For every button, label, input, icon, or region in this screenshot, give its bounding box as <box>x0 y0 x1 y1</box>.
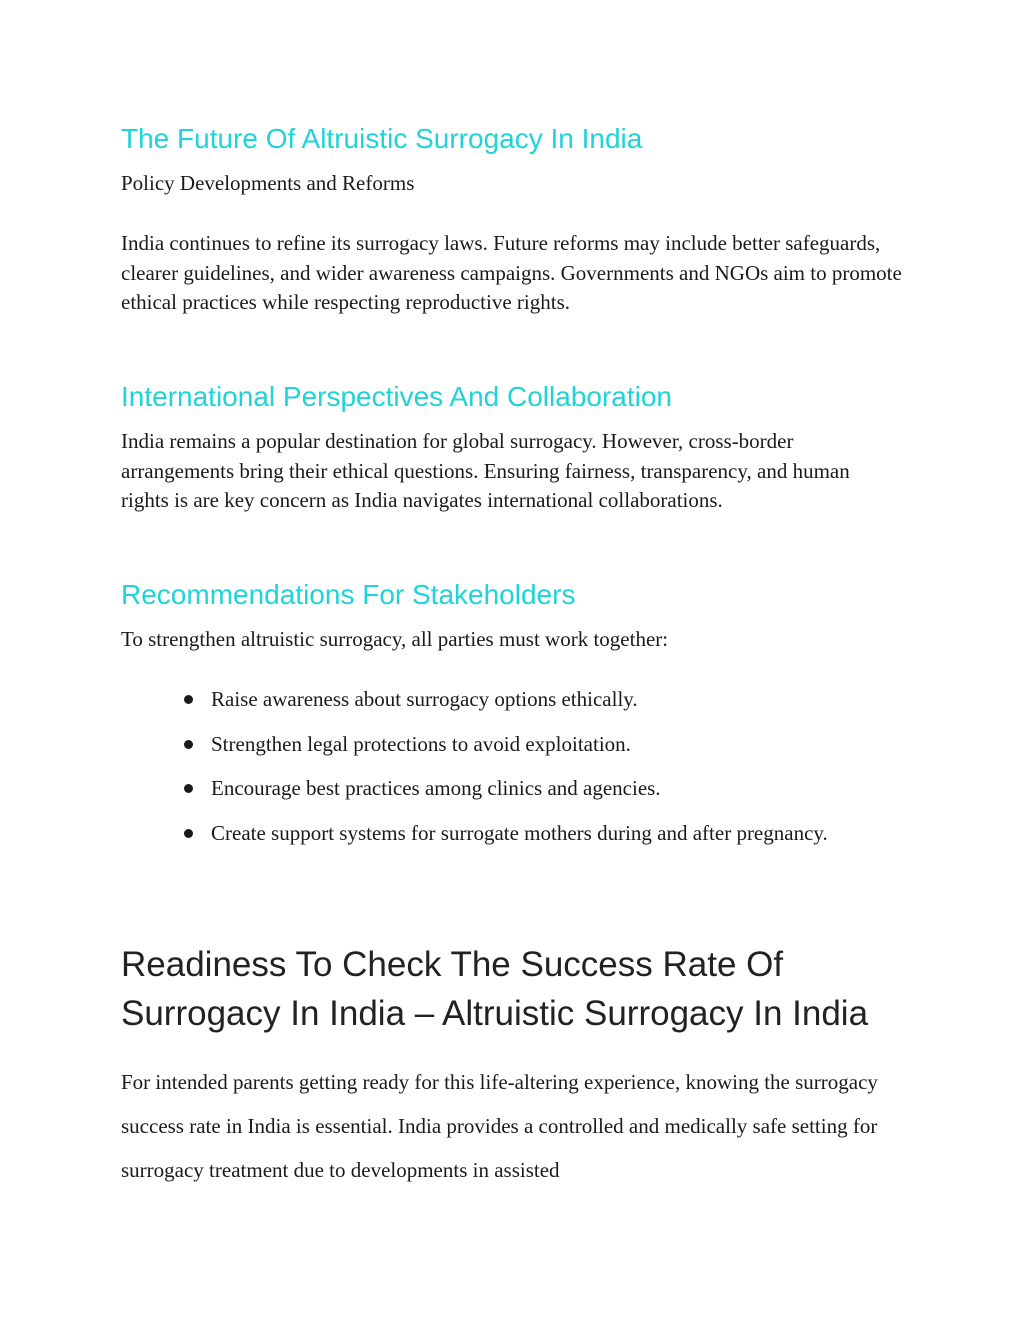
list-item: Raise awareness about surrogacy options ethically. <box>181 677 841 722</box>
paragraph-international: India remains a popular destination for global surrogacy. However, cross-border arrangements bring their ethical questions. Ensuring fairness, transparency, and human rights is are key concern as India navigates international collaborations. <box>121 429 850 512</box>
bullet-icon <box>184 784 193 793</box>
subheading-policy: Policy Developments and Reforms <box>121 171 415 195</box>
section-heading-international: International Perspectives And Collaboration <box>121 381 673 412</box>
page-title-readiness: Readiness To Check The Success Rate Of Surrogacy In India – Altruistic Surrogacy In India <box>121 945 869 1033</box>
section-heading-recommendations: Recommendations For Stakeholders <box>121 579 576 610</box>
paragraph-policy: India continues to refine its surrogacy laws. Future reforms may include better safeguards, clearer guidelines, and wider awareness campaigns. Governments and NGOs aim to promote ethical practices while respecting reproductive rights. <box>121 231 902 314</box>
bullet-icon <box>184 829 193 838</box>
list-item: Encourage best practices among clinics and agencies. <box>181 766 841 811</box>
paragraph-recommendations-intro: To strengthen altruistic surrogacy, all parties must work together: <box>121 627 669 651</box>
list-item: Strengthen legal protections to avoid exploitation. <box>181 722 841 767</box>
list-item: Create support systems for surrogate mothers during and after pregnancy. <box>181 811 841 856</box>
bullet-icon <box>184 695 193 704</box>
section-heading-future: The Future Of Altruistic Surrogacy In India <box>121 123 643 154</box>
paragraph-success-rate: For intended parents getting ready for this life-altering experience, knowing the surrogacy success rate in India is essential. India provides a controlled and medically safe setting for surrogacy treatment due to developments in assisted <box>121 1070 878 1182</box>
recommendations-list <box>181 677 841 855</box>
bullet-icon <box>184 740 193 749</box>
